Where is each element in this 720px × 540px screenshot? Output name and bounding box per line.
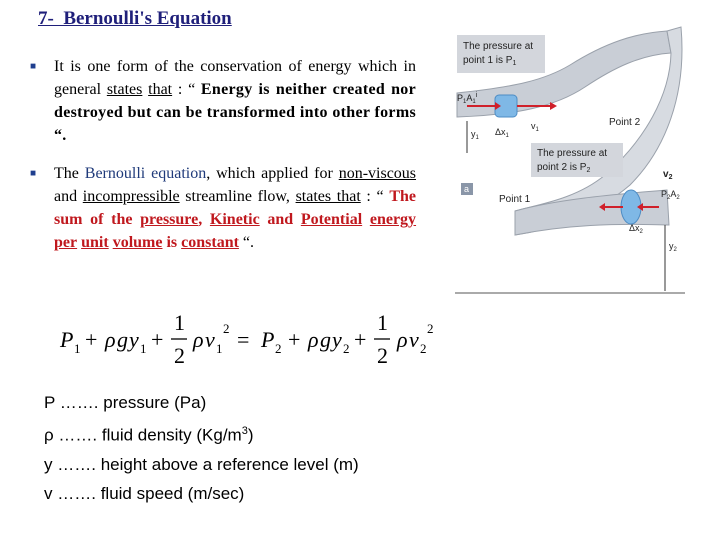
label-run: v <box>663 169 669 180</box>
legend-description: pressure (Pa) <box>103 393 207 412</box>
label-sub: 1 <box>475 135 479 141</box>
callout-text: The pressure at <box>537 148 608 159</box>
text-run: streamline flow, <box>179 188 296 205</box>
slide-title: 7- Bernoulli's Equation <box>38 8 232 29</box>
eq-fraction-denominator: 2 <box>174 343 185 368</box>
eq-subscript: 2 <box>420 341 427 356</box>
eq-symbol: P <box>60 327 74 352</box>
label-run: v <box>531 121 536 131</box>
legend-superscript: 3 <box>241 425 248 437</box>
legend-symbol: ρ <box>44 425 54 445</box>
label-sub: 2 <box>639 229 643 235</box>
eq-symbol: ρ <box>193 327 204 352</box>
text-run: energy <box>369 211 417 228</box>
callout-subscript: 1 <box>512 60 517 67</box>
eq-operator: + <box>354 327 367 352</box>
label-sub: 1 <box>463 99 467 105</box>
label-run: Δx <box>629 223 640 233</box>
bernoulli-equation <box>54 312 449 372</box>
eq-symbol: ρ <box>105 327 116 352</box>
text-run: : “ <box>172 81 201 98</box>
panel-label: a <box>464 184 470 194</box>
eq-superscript: 2 <box>427 321 434 336</box>
eq-symbol: ρ <box>308 327 319 352</box>
legend-description: fluid density (Kg/m <box>101 425 242 445</box>
label-run: Δx <box>495 127 506 137</box>
text-run: per <box>54 234 78 251</box>
legend-dots: ……. <box>57 454 96 474</box>
text-run: volume <box>112 234 163 251</box>
legend-description: ) <box>247 425 254 445</box>
eq-symbol: y <box>332 327 342 352</box>
bullet-text <box>54 55 416 147</box>
bullet-list <box>30 55 416 269</box>
point-1-label: Point 1 <box>499 194 531 205</box>
legend-description: height above a reference level (m) <box>100 454 359 474</box>
text-run: incompressible <box>82 188 180 205</box>
eq-symbol: g <box>320 327 331 352</box>
eq-operator: + <box>288 327 301 352</box>
label-sub: 2 <box>668 174 673 181</box>
bullet-text <box>54 162 416 254</box>
eq-fraction-denominator: 2 <box>377 343 388 368</box>
label-sub: 1 <box>472 99 476 105</box>
eq-symbol: g <box>117 327 128 352</box>
label-run: P <box>457 93 464 103</box>
label-run: A <box>670 189 677 199</box>
text-run: states that <box>295 188 361 205</box>
callout-text <box>537 162 590 174</box>
eq-symbol: y <box>129 327 139 352</box>
pipe-flow-figure <box>455 25 685 307</box>
eq-symbol: v <box>205 327 215 352</box>
eq-operator: = <box>237 327 250 352</box>
text-run: non-viscous <box>338 165 417 182</box>
callout-text <box>463 55 516 67</box>
bernoulli-term: Bernoulli equation <box>84 165 207 182</box>
text-run: The sum of the <box>54 188 416 228</box>
text-run: , <box>198 211 203 228</box>
legend-row-height <box>44 450 359 479</box>
label-run: P <box>661 189 668 199</box>
text-run: unit <box>81 234 109 251</box>
text-run: and <box>259 211 301 228</box>
text-run: Potential <box>300 211 363 228</box>
legend-dots: ……. <box>57 483 96 503</box>
callout-run: point 2 is P <box>537 162 587 173</box>
text-run: , which applied for <box>206 165 339 182</box>
text-run: : “ <box>360 188 390 205</box>
point-2-label: Point 2 <box>609 117 641 128</box>
callout-run: point 1 is P <box>463 55 513 66</box>
eq-subscript: 2 <box>343 341 350 356</box>
eq-operator: + <box>85 327 98 352</box>
eq-subscript: 1 <box>74 341 81 356</box>
eq-fraction-numerator: 1 <box>377 312 388 335</box>
text-run: “. <box>238 234 255 251</box>
eq-fraction-numerator: 1 <box>174 312 185 335</box>
legend-dots: ……. <box>58 425 98 445</box>
callout-subscript: 2 <box>586 167 591 174</box>
legend-symbol: v <box>44 483 53 503</box>
text-run: and <box>54 188 83 205</box>
bullet-square-icon: ■ <box>30 61 37 72</box>
text-run: constant <box>181 234 239 251</box>
label-sub: 1 <box>535 127 539 133</box>
legend-symbol: y <box>44 454 53 474</box>
variable-legend <box>44 388 359 508</box>
label-sub: 1 <box>505 133 509 139</box>
text-run: Kinetic <box>209 211 260 228</box>
legend-row-density <box>44 417 359 450</box>
legend-dots: ……. <box>59 393 99 412</box>
text-run: It is one form of the conservation of energy which in general <box>54 58 416 98</box>
bullet-square-icon: ■ <box>30 168 37 179</box>
eq-symbol: v <box>409 327 419 352</box>
label-run: y <box>669 241 674 251</box>
label-sup: i <box>475 92 478 99</box>
callout-text: The pressure at <box>463 41 534 52</box>
label-sub: 2 <box>667 195 671 201</box>
eq-operator: + <box>151 327 164 352</box>
bullet-item-conservation <box>30 55 416 147</box>
label-sub: 2 <box>673 247 677 253</box>
eq-symbol: ρ <box>397 327 408 352</box>
text-run: states <box>106 81 143 98</box>
text-run: is <box>162 234 182 251</box>
eq-superscript: 2 <box>223 321 230 336</box>
energy-quote: Energy is neither created nor destroyed but can be transformed into other forms “. <box>54 81 416 144</box>
legend-description: fluid speed (m/sec) <box>100 483 245 503</box>
label-sub: 2 <box>676 195 680 201</box>
eq-symbol: P <box>261 327 275 352</box>
legend-row-pressure <box>44 388 359 417</box>
legend-row-speed <box>44 479 359 508</box>
text-run: The <box>54 165 85 182</box>
eq-subscript: 1 <box>216 341 223 356</box>
legend-symbol: P <box>44 393 56 412</box>
bullet-item-bernoulli <box>30 162 416 254</box>
eq-subscript: 1 <box>140 341 147 356</box>
label-run: A <box>466 93 473 103</box>
text-run: that <box>148 81 173 98</box>
text-run: pressure <box>140 211 199 228</box>
eq-subscript: 2 <box>275 341 282 356</box>
label-run: y <box>471 129 476 139</box>
